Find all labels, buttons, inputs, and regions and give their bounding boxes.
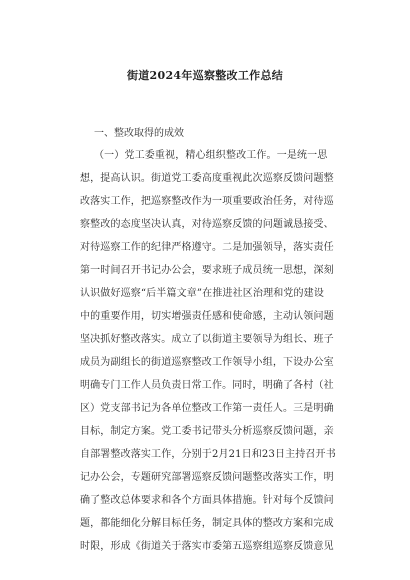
body-line: 自部署整改落实工作，分别于2月21日和23日主持召开书: [80, 449, 336, 460]
body-line: （一）党工委重视，精心组织整改工作。一是统一思: [94, 150, 328, 161]
section-heading: 一、整改取得的成效: [94, 128, 184, 139]
body-line: 确了整改总体要求和各个方面具体措施。针对每个反馈问: [80, 495, 334, 506]
body-text: [80, 144, 342, 558]
body-line: 题，都能细化分解目标任务，制定具体的整改方案和完成: [80, 518, 334, 529]
body-line: 记办公会，专题研究部署巡察反馈问题整改落实工作，明: [80, 472, 334, 483]
body-line: 时限，形成《街道关于落实市委第五巡察组巡察反馈意见: [80, 541, 334, 552]
document-title: 街道2024年巡察整改工作总结: [126, 69, 284, 82]
body-line: 认识做好巡察“后半篇文章”在推进社区治理和党的建设: [80, 288, 324, 299]
body-line: 察整改的态度坚决认真，对待巡察反馈的问题诚恳接受、: [80, 219, 334, 230]
body-line: 第一时间召开书记办公会，要求班子成员统一思想，深刻: [80, 265, 334, 276]
body-line: 目标，制定方案。党工委书记带头分析巡察反馈问题，亲: [80, 426, 334, 437]
body-line: 成员为副组长的街道巡察整改工作领导小组，下设办公室: [80, 357, 334, 368]
body-line: 改落实工作，把巡察整改作为一项重要政治任务，对待巡: [80, 196, 334, 207]
body-line: 区）党支部书记为各单位整改工作第一责任人。三是明确: [80, 403, 334, 414]
body-line: 想，提高认识。街道党工委高度重视此次巡察反馈问题整: [80, 173, 334, 184]
body-line: 对待巡察工作的纪律严格遵守。二是加强领导，落实责任: [80, 242, 334, 253]
body-line: 坚决抓好整改落实。成立了以街道主要领导为组长、班子: [80, 334, 334, 345]
body-line: 中的重要作用，切实增强责任感和使命感，主动认领问题: [80, 311, 334, 322]
body-line: 明确专门工作人员负责日常工作。同时，明确了各村（社: [80, 380, 334, 391]
